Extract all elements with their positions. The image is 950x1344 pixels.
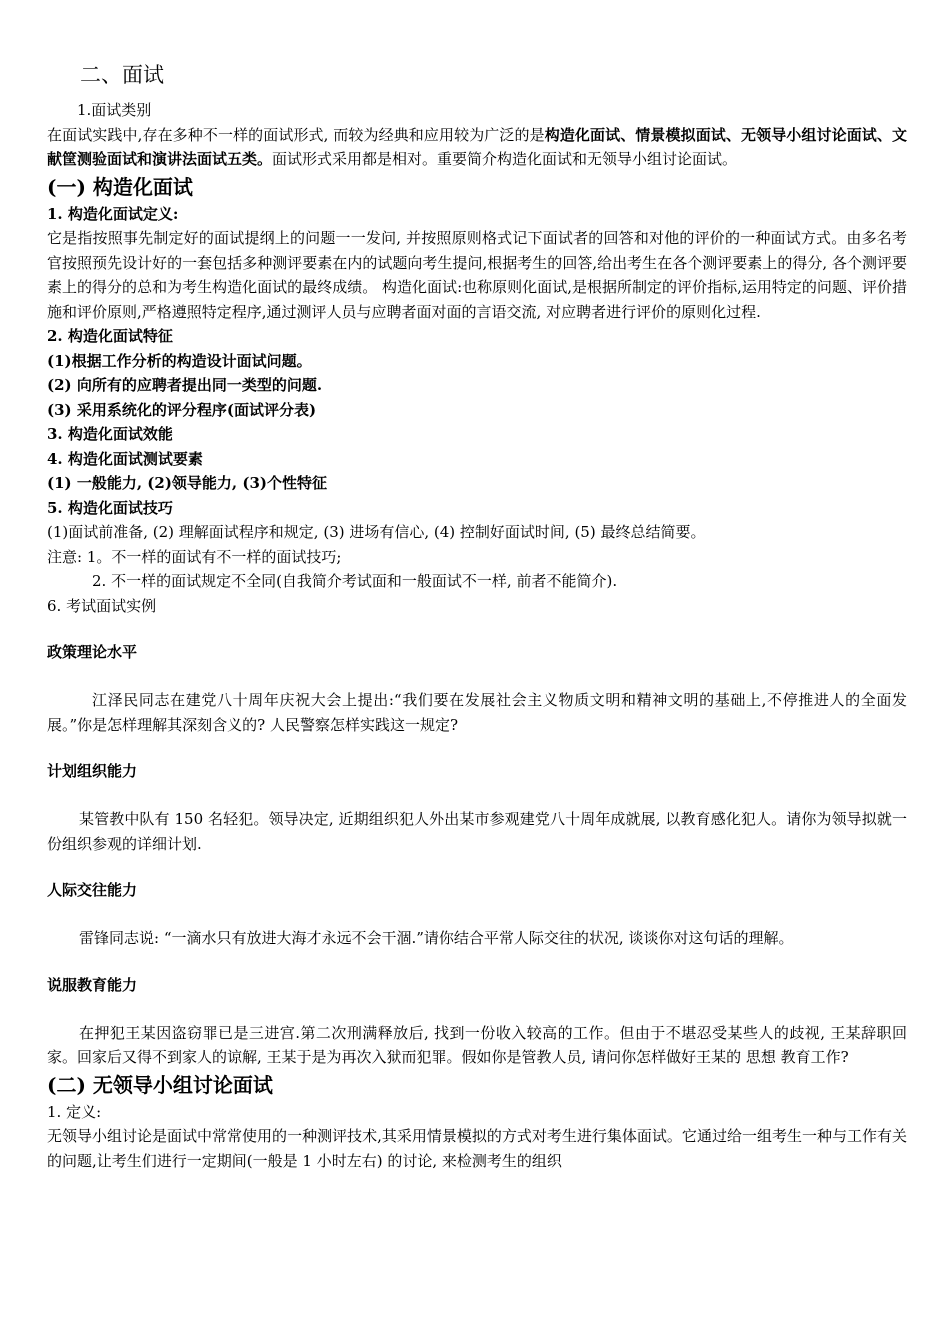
note-line-1: 注意: 1。不一样的面试有不一样的面试技巧; <box>47 547 342 566</box>
intro-paragraph <box>47 123 907 172</box>
example-topic: 政策理论水平 <box>47 643 138 661</box>
document-page <box>47 58 907 1173</box>
example-topic: 说服教育能力 <box>47 975 138 994</box>
leaderless-definition-paragraph: 无领导小组讨论是面试中常常使用的一种测评技术,其采用情景模拟的方式对考生进行集体面试。它通过给一组考生一种与工作有关的问题,让考生们进行一定期间(一般是 1 小时左右) 的讨论, 来检测考生的组织 <box>47 1127 907 1170</box>
example-question <box>47 688 907 737</box>
subsection-title: 1.面试类别 <box>77 101 152 119</box>
example-topic: 人际交往能力 <box>47 881 138 899</box>
example-question <box>47 807 907 856</box>
intro-text-c: 面试形式采用都是相对。重要简介构造化面试和无领导小组讨论面试。 <box>272 150 738 168</box>
intro-text-bold: 构造化面试、情景模拟面试、无领导小组讨论面试、文献筐测验面试和演讲法面试五类。 <box>47 125 907 168</box>
section-title: 二、面试 <box>80 63 164 87</box>
intro-text-a: 在面试实践中,存在多种不一样的面试形式, 而较为经典和应用较为广泛的是 <box>47 125 545 144</box>
feature-item-3: (3) 采用系统化的评分程序(面试评分表) <box>47 400 317 419</box>
elements-title: 4. 构造化面试测试要素 <box>47 449 203 468</box>
example-question-text: 雷锋同志说: “一滴水只有放进大海才永远不会干涸.”请你结合平常人际交往的状况, 谈谈你对这句话的理解。 <box>79 929 794 947</box>
example-title: 6. 考试面试实例 <box>47 596 157 615</box>
example-question-text: 江泽民同志在建党八十周年庆祝大会上提出:“我们要在发展社会主义物质文明和精神文明的基础上,不停推进人的全面发展。”你是怎样理解其深刻含义的? 人民警察怎样实践这一规定? <box>47 691 907 734</box>
definition-paragraph: 它是指按照事先制定好的面试提纲上的问题一一发问, 并按照原则格式记下面试者的回答和对他的评价的一种面试方式。由多名考官按照预先设计好的一套包括多种测评要素在内的试题向考生提问,根据考生的回答,给出考生在各个测评要素上的得分, 各个测评要素上的得分的总和为考生构造化面试的最终成绩。 构造化面试:也称原则化面试,是根据所制定的评价指标,运用特定的问题、评价措施和评价原则,严格遵照特定程序,通过测评人员与应聘者面对面的言语交流, 对应聘者进行评价的原则化过程. <box>47 229 907 321</box>
feature-item-2: (2) 向所有的应聘者提出同一类型的问题. <box>47 376 323 394</box>
definition-title: 1. 构造化面试定义: <box>47 204 179 223</box>
efficacy-title: 3. 构造化面试效能 <box>47 425 173 443</box>
leaderless-definition-title: 1. 定义: <box>47 1102 102 1121</box>
structured-interview-heading: (一) 构造化面试 <box>47 174 193 199</box>
note-line-2: 2. 不一样的面试规定不全同(自我简介考试面和一般面试不一样, 前者不能简介). <box>92 572 618 590</box>
tips-title: 5. 构造化面试技巧 <box>47 498 173 517</box>
example-topic: 计划组织能力 <box>47 762 138 780</box>
feature-item-1: (1)根据工作分析的构造设计面试问题。 <box>47 351 312 370</box>
leaderless-discussion-heading: (二) 无领导小组讨论面试 <box>47 1072 273 1097</box>
example-question-text: 某管教中队有 150 名轻犯。领导决定, 近期组织犯人外出某市参观建党八十周年成就展, 以教育感化犯人。请你为领导拟就一份组织参观的详细计划. <box>47 810 907 853</box>
features-title: 2. 构造化面试特征 <box>47 327 173 345</box>
tips-paragraph: (1)面试前准备, (2) 理解面试程序和规定, (3) 进场有信心, (4) 控制好面试时间, (5) 最终总结简要。 <box>47 523 706 541</box>
example-question <box>47 926 907 951</box>
elements-items: (1) 一般能力, (2)领导能力, (3)个性特征 <box>47 474 328 492</box>
example-question-text: 在押犯王某因盗窃罪已是三进宫.第二次刑满释放后, 找到一份收入较高的工作。但由于不堪忍受某些人的歧视, 王某辞职回家。回家后又得不到家人的谅解, 王某于是为再次入狱而犯罪。假如你是管教人员, 请问你怎样做好王某的 思想 教育工作? <box>47 1023 907 1066</box>
example-question <box>47 1021 907 1070</box>
